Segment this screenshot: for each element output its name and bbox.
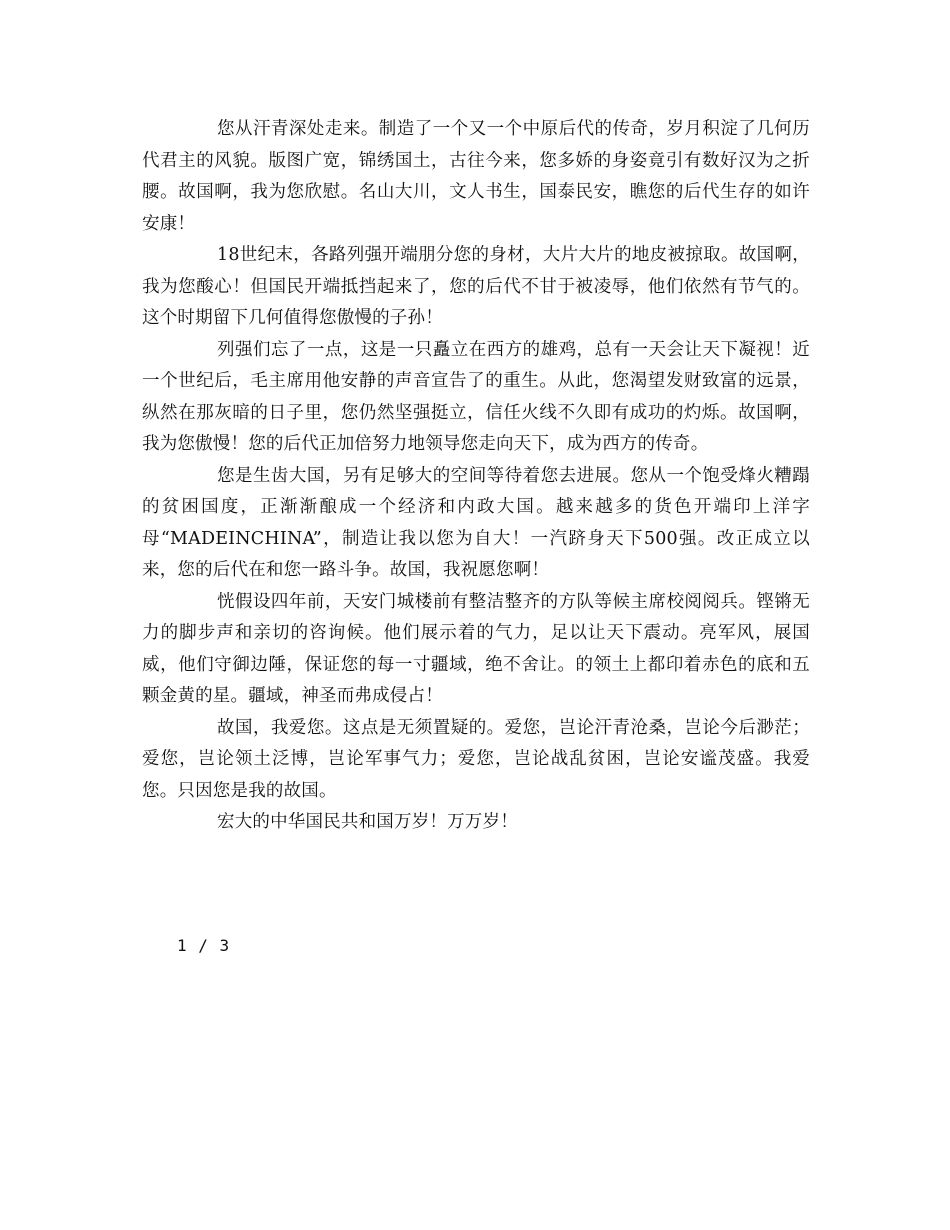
page-number: 1 / 3 <box>177 936 231 955</box>
paragraph-5: 恍假设四年前，天安门城楼前有整洁整齐的方队等候主席校阅阅兵。铿锵无力的脚步声和亲切的咨询候。他们展示着的气力，足以让天下震动。亮军风，展国威，他们守御边陲，保证您的每一寸疆域，绝不舍让。的领土上都印着赤色的底和五颗金黄的星。疆域，神圣而弗成侵占！ <box>142 591 810 706</box>
paragraph-1: 您从汗青深处走来。制造了一个又一个中原后代的传奇，岁月积淀了几何历代君主的风貌。版图广宽，锦绣国土，古往今来，您多娇的身姿竟引有数好汉为之折腰。故国啊，我为您欣慰。名山大川，文人书生，国泰民安，瞧您的后代生存的如许安康！ <box>142 119 810 234</box>
paragraph-3: 列强们忘了一点，这是一只矗立在西方的雄鸡，总有一天会让天下凝视！近一个世纪后，毛主席用他安静的声音宣告了的重生。从此，您渴望发财致富的远景，纵然在那灰暗的日子里，您仍然坚强挺立，信任火线不久即有成功的灼烁。故国啊，我为您傲慢！您的后代正加倍努力地领导您走向天下，成为西方的传奇。 <box>142 339 810 454</box>
paragraph-6: 故国，我爱您。这点是无须置疑的。爱您，岂论汗青沧桑，岂论今后渺茫；爱您，岂论领土泛博，岂论军事气力；爱您，岂论战乱贫困，岂论安谧茂盛。我爱您。只因您是我的故国。 <box>142 717 810 801</box>
paragraph-7: 宏大的中华国民共和国万岁！万万岁！ <box>217 812 518 832</box>
paragraph-4: 您是生齿大国，另有足够大的空间等待着您去进展。您从一个饱受烽火糟蹋的贫困国度，正渐渐酿成一个经济和内政大国。越来越多的货色开端印上洋字母“MADEINCHINA”，制造让我以您为自大！一汽跻身天下500强。改正成立以来，您的后代在和您一路斗争。故国，我祝愿您啊！ <box>142 465 810 580</box>
document-body <box>142 114 810 839</box>
paragraph-2: 18世纪末，各路列强开端朋分您的身材，大片大片的地皮被掠取。故国啊，我为您酸心！但国民开端抵挡起来了，您的后代不甘于被凌辱，他们依然有节气的。这个时期留下几何值得您傲慢的子孙！ <box>142 245 810 328</box>
